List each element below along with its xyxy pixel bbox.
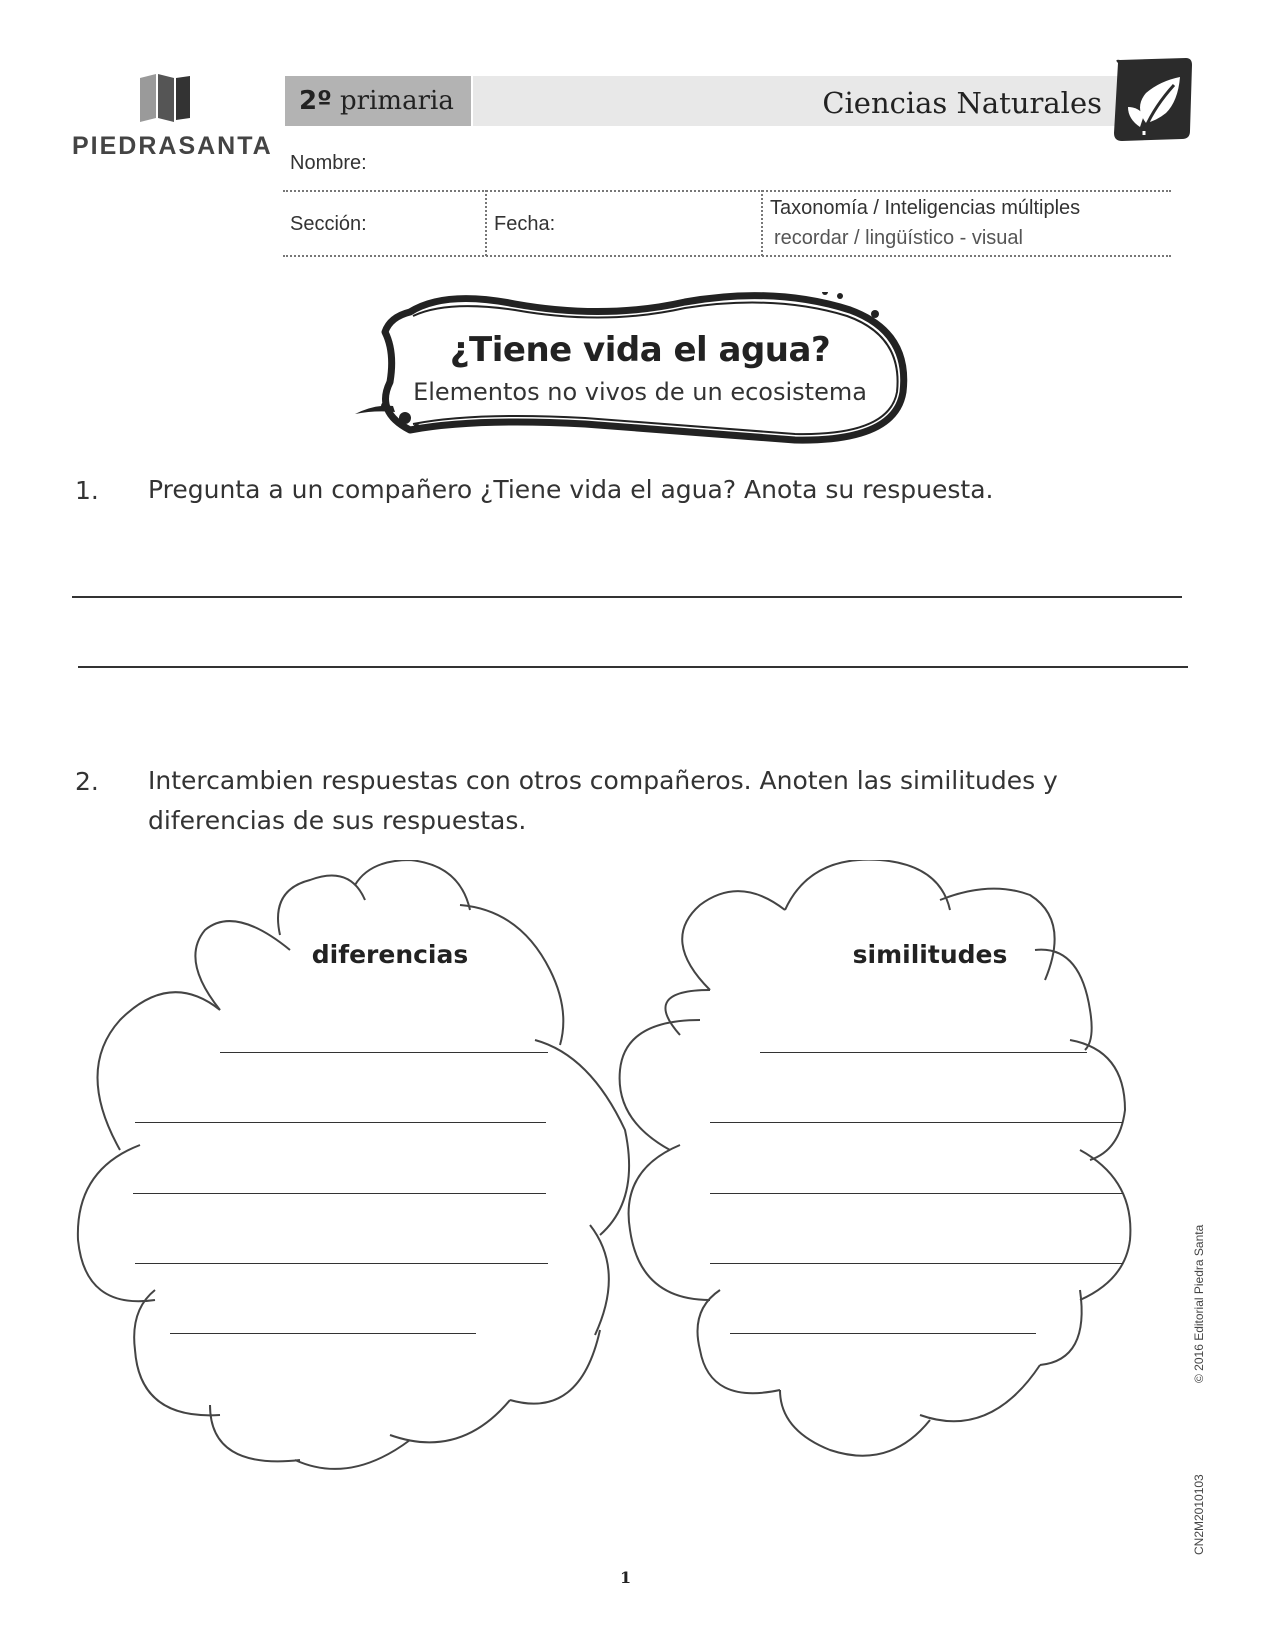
answer-line[interactable] xyxy=(220,1052,548,1053)
worksheet-title: ¿Tiene vida el agua? xyxy=(449,330,831,370)
section-label: Sección: xyxy=(290,213,367,235)
taxonomy-values: recordar / lingüístico - visual xyxy=(774,227,1023,249)
question-number: 2. xyxy=(75,767,99,796)
cloud-right-title: similitudes xyxy=(852,940,1008,969)
question-text: Intercambien respuestas con otros compañeros. Anoten las similitudes y xyxy=(148,766,1058,795)
worksheet-subtitle: Elementos no vivos de un ecosistema xyxy=(413,378,867,406)
taxonomy-title: Taxonomía / Inteligencias múltiples xyxy=(770,197,1081,219)
title-bubble-icon xyxy=(355,292,920,462)
grade-badge xyxy=(285,76,471,126)
answer-line[interactable] xyxy=(170,1333,476,1334)
divider xyxy=(283,190,1171,192)
grade-label: primaria xyxy=(340,86,454,116)
document-code: CN2M2010103 xyxy=(1192,1474,1206,1555)
answer-line[interactable] xyxy=(135,1263,548,1264)
answer-line[interactable] xyxy=(710,1122,1123,1123)
subject-title: Ciencias Naturales xyxy=(473,76,1120,126)
grade-number: 2º xyxy=(299,86,332,116)
answer-line[interactable] xyxy=(78,666,1188,668)
page-number: 1 xyxy=(620,1568,632,1587)
question-number: 1. xyxy=(75,476,99,505)
copyright-text: © 2016 Editorial Piedra Santa xyxy=(1192,1224,1206,1383)
divider xyxy=(761,190,763,256)
answer-line[interactable] xyxy=(730,1333,1036,1334)
question-text: Pregunta a un compañero ¿Tiene vida el agua? Anota su respuesta. xyxy=(148,475,994,504)
name-label: Nombre: xyxy=(290,152,367,174)
answer-line[interactable] xyxy=(72,596,1182,598)
answer-line[interactable] xyxy=(135,1122,546,1123)
publisher-name: PIEDRASANTA xyxy=(72,132,273,160)
divider xyxy=(485,190,487,256)
question-text: diferencias de sus respuestas. xyxy=(148,806,527,835)
answer-line[interactable] xyxy=(760,1052,1087,1053)
answer-line[interactable] xyxy=(133,1193,546,1194)
leaf-icon xyxy=(1110,57,1194,143)
date-label: Fecha: xyxy=(494,213,556,235)
cloud-left-title: diferencias xyxy=(311,940,469,969)
answer-line[interactable] xyxy=(710,1263,1123,1264)
answer-line[interactable] xyxy=(710,1193,1123,1194)
divider xyxy=(283,255,1171,257)
